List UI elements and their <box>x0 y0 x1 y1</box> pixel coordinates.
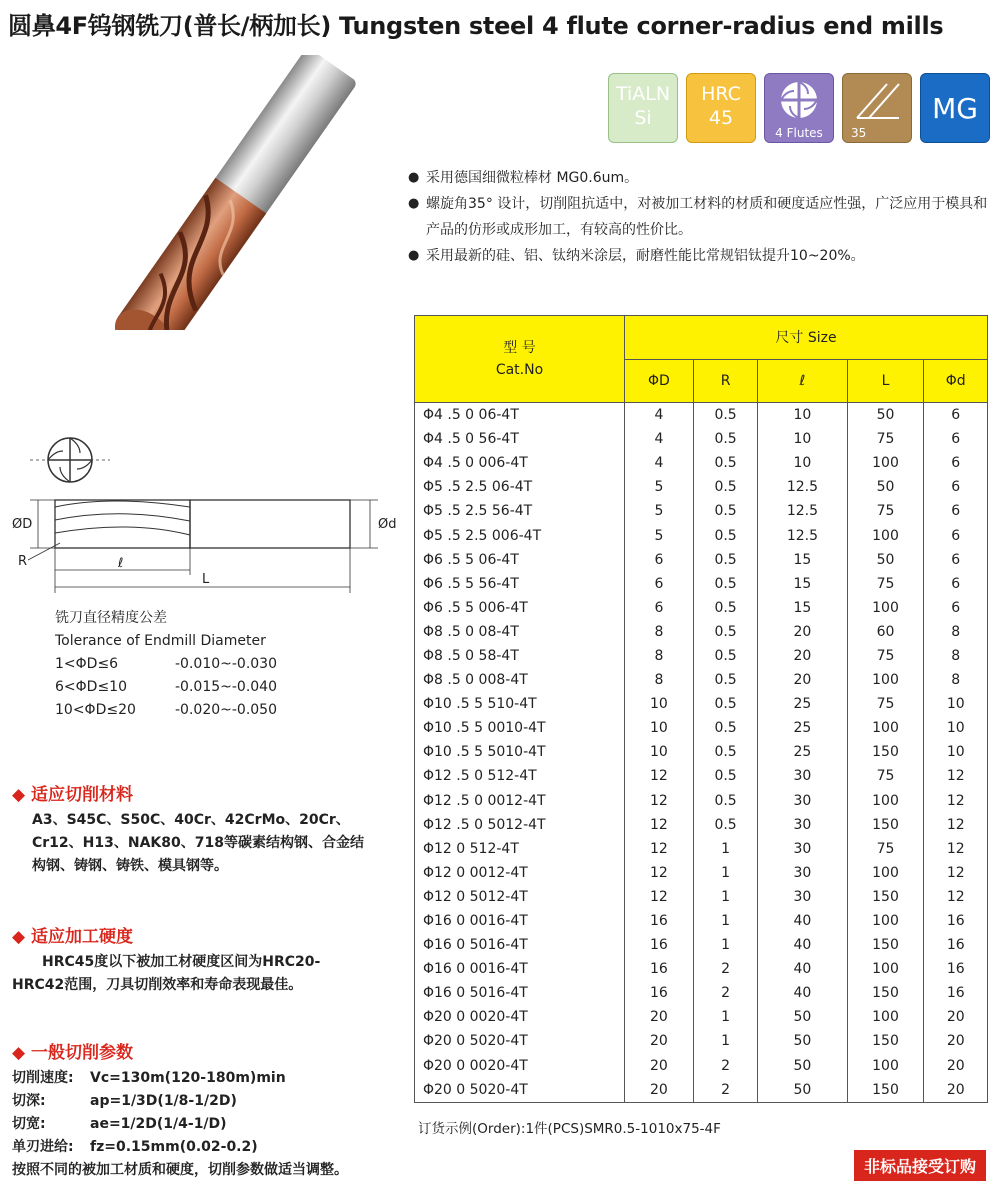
size-cell: 5 <box>625 499 694 523</box>
size-cell: 25 <box>758 692 847 716</box>
size-cell: 6 <box>625 548 694 572</box>
table-row <box>415 933 988 957</box>
size-cell: 6 <box>924 548 988 572</box>
size-cell: 20 <box>924 1029 988 1053</box>
size-cell: 15 <box>758 548 847 572</box>
size-cell: 150 <box>847 813 924 837</box>
size-cell: 20 <box>924 1054 988 1078</box>
size-cell: 1 <box>693 909 758 933</box>
size-cell: 40 <box>758 909 847 933</box>
cat-no-cell: Φ16 0 5016-4T <box>415 981 625 1005</box>
size-cell: 100 <box>847 789 924 813</box>
table-row <box>415 885 988 909</box>
size-cell: 30 <box>758 789 847 813</box>
spec-table <box>414 315 988 1103</box>
tolerance-block <box>55 607 277 722</box>
size-cell: 100 <box>847 716 924 740</box>
size-cell: 50 <box>758 1078 847 1103</box>
size-cell: 2 <box>693 1054 758 1078</box>
size-cell: 2 <box>693 957 758 981</box>
size-cell: 0.5 <box>693 789 758 813</box>
size-cell: 150 <box>847 740 924 764</box>
size-cell: 1 <box>693 837 758 861</box>
table-row <box>415 1005 988 1029</box>
size-cell: 0.5 <box>693 523 758 547</box>
size-cell: 2 <box>693 1078 758 1103</box>
col-header: ℓ <box>758 359 847 403</box>
size-cell: 0.5 <box>693 692 758 716</box>
col-header: R <box>693 359 758 403</box>
size-cell: 25 <box>758 716 847 740</box>
size-cell: 40 <box>758 957 847 981</box>
size-cell: 4 <box>625 427 694 451</box>
materials-body: A3、S45C、S50C、40Cr、42CrMo、20Cr、Cr12、H13、NAK80、718等碳素结构钢、合金结构钢、铸钢、铸铁、模具钢等。 <box>32 812 364 874</box>
spec-table-body <box>415 403 988 1103</box>
feature-item: ● 采用德国细微粒棒材 MG0.6um。 <box>408 165 993 191</box>
cat-no-header: 型 号 Cat.No <box>415 316 625 403</box>
size-cell: 12 <box>625 764 694 788</box>
size-cell: 50 <box>758 1054 847 1078</box>
size-cell: 0.5 <box>693 427 758 451</box>
size-cell: 150 <box>847 933 924 957</box>
table-row <box>415 427 988 451</box>
size-cell: 100 <box>847 909 924 933</box>
size-cell: 0.5 <box>693 740 758 764</box>
size-cell: 6 <box>924 451 988 475</box>
cat-no-cell: Φ12 .5 0 0012-4T <box>415 789 625 813</box>
table-row <box>415 1078 988 1103</box>
hardness-badge: HRC 45 <box>686 73 756 143</box>
size-cell: 6 <box>924 403 988 428</box>
size-cell: 1 <box>693 1029 758 1053</box>
size-cell: 75 <box>847 837 924 861</box>
size-cell: 16 <box>924 981 988 1005</box>
cat-no-cell: Φ5 .5 2.5 56-4T <box>415 499 625 523</box>
size-cell: 20 <box>924 1078 988 1103</box>
feature-item: ● 采用最新的硅、铝、钛纳米涂层，耐磨性能比常规铝钛提升10~20%。 <box>408 243 993 269</box>
tolerance-row: 6<ΦD≤10 -0.015~-0.040 <box>55 679 277 695</box>
size-cell: 75 <box>847 764 924 788</box>
coating-badge: TiALN Si <box>608 73 678 143</box>
nonstandard-badge: 非标品接受订购 <box>854 1150 986 1181</box>
size-cell: 16 <box>625 957 694 981</box>
four-flute-icon <box>774 78 824 122</box>
cat-no-cell: Φ20 0 0020-4T <box>415 1054 625 1078</box>
size-cell: 0.5 <box>693 451 758 475</box>
flutes-badge: 4 Flutes <box>764 73 834 143</box>
params-heading: ◆ 一般切削参数 <box>12 1043 133 1063</box>
size-cell: 16 <box>625 909 694 933</box>
cross-section-icon <box>30 438 110 482</box>
size-cell: 30 <box>758 861 847 885</box>
size-cell: 0.5 <box>693 475 758 499</box>
size-cell: 0.5 <box>693 596 758 620</box>
table-row <box>415 451 988 475</box>
page-title: 圆鼻4F钨钢铣刀(普长/柄加长) Tungsten steel 4 flute corner-radius end mills <box>8 12 944 40</box>
dim-shank-label: Ød <box>378 517 397 532</box>
size-cell: 75 <box>847 427 924 451</box>
size-cell: 1 <box>693 933 758 957</box>
table-row <box>415 716 988 740</box>
size-cell: 100 <box>847 957 924 981</box>
size-cell: 6 <box>924 499 988 523</box>
params-row: 切深: ap=1/3D(1/8-1/2D) <box>12 1093 237 1109</box>
cat-no-cell: Φ4 .5 0 56-4T <box>415 427 625 451</box>
dim-d-label: ØD <box>12 517 33 532</box>
table-row <box>415 981 988 1005</box>
size-cell: 75 <box>847 692 924 716</box>
size-cell: 50 <box>847 475 924 499</box>
size-cell: 100 <box>847 861 924 885</box>
size-cell: 6 <box>924 427 988 451</box>
size-cell: 12 <box>924 764 988 788</box>
size-cell: 10 <box>924 740 988 764</box>
hardness-section <box>12 922 367 997</box>
size-cell: 75 <box>847 572 924 596</box>
size-cell: 12 <box>924 789 988 813</box>
size-cell: 12 <box>924 885 988 909</box>
size-cell: 0.5 <box>693 644 758 668</box>
size-cell: 12 <box>625 861 694 885</box>
size-cell: 15 <box>758 596 847 620</box>
size-cell: 30 <box>758 885 847 909</box>
size-cell: 10 <box>758 427 847 451</box>
size-cell: 12 <box>625 885 694 909</box>
table-row <box>415 764 988 788</box>
feature-item: ● 螺旋角35° 设计，切削阻抗适中，对被加工材料的材质和硬度适应性强，广泛应用于模具和产品的仿形或成形加工，有较高的性价比。 <box>408 191 993 243</box>
size-cell: 1 <box>693 861 758 885</box>
size-cell: 8 <box>924 644 988 668</box>
table-row <box>415 572 988 596</box>
size-cell: 150 <box>847 981 924 1005</box>
table-row <box>415 523 988 547</box>
size-cell: 150 <box>847 1078 924 1103</box>
size-cell: 10 <box>924 716 988 740</box>
size-cell: 8 <box>625 644 694 668</box>
table-row <box>415 813 988 837</box>
size-cell: 4 <box>625 451 694 475</box>
cat-no-cell: Φ5 .5 2.5 006-4T <box>415 523 625 547</box>
cat-no-cell: Φ8 .5 0 08-4T <box>415 620 625 644</box>
size-cell: 20 <box>625 1005 694 1029</box>
cat-no-cell: Φ4 .5 0 06-4T <box>415 403 625 428</box>
size-cell: 6 <box>924 572 988 596</box>
size-cell: 20 <box>758 620 847 644</box>
dim-flute-length-label: ℓ <box>118 556 124 571</box>
size-cell: 12.5 <box>758 499 847 523</box>
table-row <box>415 837 988 861</box>
cat-no-cell: Φ5 .5 2.5 06-4T <box>415 475 625 499</box>
size-cell: 12.5 <box>758 475 847 499</box>
order-example: 订货示例(Order):1件(PCS)SMR0.5-1010x75-4F <box>418 1121 721 1137</box>
size-cell: 75 <box>847 644 924 668</box>
size-cell: 16 <box>625 933 694 957</box>
size-cell: 8 <box>625 620 694 644</box>
col-header: Φd <box>924 359 988 403</box>
cat-no-cell: Φ16 0 0016-4T <box>415 909 625 933</box>
size-cell: 20 <box>625 1029 694 1053</box>
feature-list <box>408 165 993 269</box>
size-cell: 6 <box>924 596 988 620</box>
table-row <box>415 740 988 764</box>
size-cell: 50 <box>758 1005 847 1029</box>
size-cell: 30 <box>758 813 847 837</box>
table-row <box>415 620 988 644</box>
table-row <box>415 1054 988 1078</box>
size-cell: 16 <box>924 909 988 933</box>
size-cell: 50 <box>847 548 924 572</box>
size-cell: 10 <box>625 716 694 740</box>
size-cell: 40 <box>758 933 847 957</box>
size-cell: 0.5 <box>693 716 758 740</box>
table-row <box>415 499 988 523</box>
size-cell: 100 <box>847 668 924 692</box>
cat-no-cell: Φ20 0 0020-4T <box>415 1005 625 1029</box>
cat-no-cell: Φ4 .5 0 006-4T <box>415 451 625 475</box>
size-cell: 0.5 <box>693 499 758 523</box>
size-cell: 20 <box>758 644 847 668</box>
cat-no-cell: Φ6 .5 5 56-4T <box>415 572 625 596</box>
size-cell: 0.5 <box>693 548 758 572</box>
size-cell: 6 <box>924 475 988 499</box>
size-cell: 12.5 <box>758 523 847 547</box>
size-cell: 20 <box>625 1078 694 1103</box>
col-header: ΦD <box>625 359 694 403</box>
col-header: L <box>847 359 924 403</box>
size-cell: 10 <box>625 692 694 716</box>
size-cell: 5 <box>625 523 694 547</box>
table-row <box>415 475 988 499</box>
dimension-drawing <box>10 425 400 600</box>
size-cell: 10 <box>924 692 988 716</box>
size-cell: 0.5 <box>693 764 758 788</box>
table-row <box>415 692 988 716</box>
table-row <box>415 668 988 692</box>
table-row <box>415 1029 988 1053</box>
size-cell: 1 <box>693 1005 758 1029</box>
table-row <box>415 861 988 885</box>
cat-no-cell: Φ20 0 5020-4T <box>415 1029 625 1053</box>
size-cell: 12 <box>924 861 988 885</box>
cat-no-cell: Φ6 .5 5 06-4T <box>415 548 625 572</box>
helix-angle-badge: 35 <box>842 73 912 143</box>
tolerance-title-cn: 铣刀直径精度公差 <box>55 610 167 626</box>
size-cell: 60 <box>847 620 924 644</box>
materials-section <box>12 780 367 878</box>
cat-no-cell: Φ16 0 0016-4T <box>415 957 625 981</box>
cat-no-cell: Φ12 .5 0 512-4T <box>415 764 625 788</box>
size-cell: 12 <box>924 813 988 837</box>
table-row <box>415 548 988 572</box>
size-cell: 0.5 <box>693 620 758 644</box>
cat-no-cell: Φ10 .5 5 5010-4T <box>415 740 625 764</box>
table-row <box>415 957 988 981</box>
params-note: 按照不同的被加工材质和硬度，切削参数做适当调整。 <box>12 1162 348 1178</box>
size-cell: 30 <box>758 764 847 788</box>
tolerance-row: 10<ΦD≤20 -0.020~-0.050 <box>55 702 277 718</box>
size-cell: 1 <box>693 885 758 909</box>
size-cell: 0.5 <box>693 403 758 428</box>
size-cell: 16 <box>625 981 694 1005</box>
size-cell: 20 <box>758 668 847 692</box>
params-row: 切削速度: Vc=130m(120-180m)min <box>12 1070 286 1086</box>
size-cell: 16 <box>924 957 988 981</box>
materials-heading: ◆ 适应切削材料 <box>12 785 133 805</box>
size-cell: 75 <box>847 499 924 523</box>
size-cell: 4 <box>625 403 694 428</box>
cat-no-cell: Φ12 .5 0 5012-4T <box>415 813 625 837</box>
size-header: 尺寸 Size <box>625 316 988 360</box>
params-row: 单刃进给: fz=0.15mm(0.02-0.2) <box>12 1139 258 1155</box>
size-cell: 150 <box>847 1029 924 1053</box>
size-cell: 100 <box>847 523 924 547</box>
cat-no-cell: Φ16 0 5016-4T <box>415 933 625 957</box>
params-section <box>12 1038 407 1182</box>
size-cell: 0.5 <box>693 572 758 596</box>
size-cell: 16 <box>924 933 988 957</box>
cat-no-cell: Φ10 .5 5 0010-4T <box>415 716 625 740</box>
cat-no-cell: Φ8 .5 0 58-4T <box>415 644 625 668</box>
size-cell: 25 <box>758 740 847 764</box>
size-cell: 8 <box>924 668 988 692</box>
size-cell: 40 <box>758 981 847 1005</box>
size-cell: 50 <box>758 1029 847 1053</box>
size-cell: 12 <box>625 837 694 861</box>
cat-no-cell: Φ12 0 5012-4T <box>415 885 625 909</box>
size-cell: 12 <box>924 837 988 861</box>
size-cell: 8 <box>625 668 694 692</box>
size-cell: 100 <box>847 1005 924 1029</box>
size-cell: 50 <box>847 403 924 428</box>
cat-no-cell: Φ6 .5 5 006-4T <box>415 596 625 620</box>
table-row <box>415 403 988 428</box>
table-row <box>415 909 988 933</box>
size-cell: 0.5 <box>693 668 758 692</box>
size-cell: 10 <box>758 451 847 475</box>
size-cell: 10 <box>758 403 847 428</box>
params-row: 切宽: ae=1/2D(1/4-1/D) <box>12 1116 227 1132</box>
size-cell: 6 <box>625 572 694 596</box>
size-cell: 6 <box>625 596 694 620</box>
size-cell: 0.5 <box>693 813 758 837</box>
tolerance-title-en: Tolerance of Endmill Diameter <box>55 633 266 649</box>
size-cell: 20 <box>924 1005 988 1029</box>
size-cell: 20 <box>625 1054 694 1078</box>
table-row <box>415 789 988 813</box>
table-row <box>415 596 988 620</box>
size-cell: 6 <box>924 523 988 547</box>
size-cell: 15 <box>758 572 847 596</box>
size-cell: 100 <box>847 451 924 475</box>
cat-no-cell: Φ20 0 5020-4T <box>415 1078 625 1103</box>
size-cell: 150 <box>847 885 924 909</box>
helix-angle-icon <box>849 78 905 122</box>
size-cell: 5 <box>625 475 694 499</box>
material-badge: MG <box>920 73 990 143</box>
size-cell: 100 <box>847 1054 924 1078</box>
size-cell: 12 <box>625 789 694 813</box>
tolerance-row: 1<ΦD≤6 -0.010~-0.030 <box>55 656 277 672</box>
size-cell: 8 <box>924 620 988 644</box>
end-mill-photo <box>20 55 460 330</box>
size-cell: 30 <box>758 837 847 861</box>
size-cell: 2 <box>693 981 758 1005</box>
cat-no-cell: Φ8 .5 0 008-4T <box>415 668 625 692</box>
dim-r-label: R <box>18 554 28 569</box>
table-row <box>415 644 988 668</box>
size-cell: 100 <box>847 596 924 620</box>
dim-overall-length-label: L <box>202 572 210 587</box>
cat-no-cell: Φ12 0 512-4T <box>415 837 625 861</box>
hardness-heading: ◆ 适应加工硬度 <box>12 927 133 947</box>
size-cell: 12 <box>625 813 694 837</box>
cat-no-cell: Φ10 .5 5 510-4T <box>415 692 625 716</box>
cat-no-cell: Φ12 0 0012-4T <box>415 861 625 885</box>
hardness-body: HRC45度以下被加工材硬度区间为HRC20-HRC42范围，刀具切削效率和寿命表现最佳。 <box>12 954 321 993</box>
size-cell: 10 <box>625 740 694 764</box>
